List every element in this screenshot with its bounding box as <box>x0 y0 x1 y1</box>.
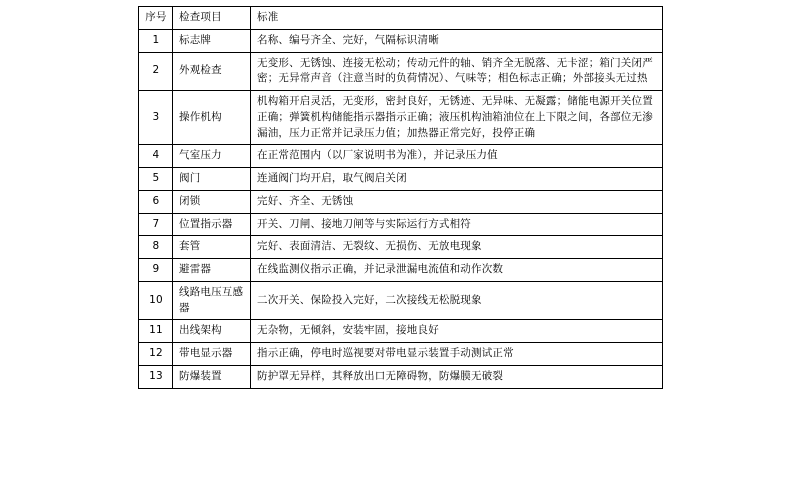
table-row <box>139 259 663 282</box>
row-standard: 无杂物，无倾斜，安装牢固，接地良好 <box>251 320 663 343</box>
row-standard: 完好、表面清洁、无裂纹、无损伤、无放电现象 <box>251 236 663 259</box>
row-standard: 机构箱开启灵活，无变形，密封良好，无锈迹、无异味、无凝露；储能电源开关位置正确；弹簧机构储能指示器指示正确；液压机构油箱油位在上下限之间，各部位无渗漏油，压力正常并记录压力值；加热器正常完好，投停正确 <box>251 91 663 145</box>
row-item: 气室压力 <box>173 145 251 168</box>
row-no: 5 <box>139 168 173 191</box>
row-item: 外观检查 <box>173 52 251 91</box>
row-no: 10 <box>139 281 173 320</box>
row-standard: 开关、刀闸、接地刀闸等与实际运行方式相符 <box>251 213 663 236</box>
row-standard: 指示正确，停电时巡视要对带电显示装置手动测试正常 <box>251 343 663 366</box>
row-item: 操作机构 <box>173 91 251 145</box>
row-item: 位置指示器 <box>173 213 251 236</box>
table-row <box>139 281 663 320</box>
row-item: 线路电压互感器 <box>173 281 251 320</box>
table-row <box>139 343 663 366</box>
row-standard: 完好、齐全、无锈蚀 <box>251 190 663 213</box>
table-row <box>139 236 663 259</box>
table-header-row <box>139 7 663 30</box>
row-no: 7 <box>139 213 173 236</box>
row-standard: 在线监测仪指示正确，并记录泄漏电流值和动作次数 <box>251 259 663 282</box>
table-row <box>139 91 663 145</box>
row-standard: 在正常范围内（以厂家说明书为准），并记录压力值 <box>251 145 663 168</box>
row-item: 出线架构 <box>173 320 251 343</box>
table-row <box>139 145 663 168</box>
table-row <box>139 190 663 213</box>
table-row <box>139 213 663 236</box>
table-row <box>139 168 663 191</box>
column-header-no: 序号 <box>139 7 173 30</box>
row-no: 13 <box>139 365 173 388</box>
row-no: 9 <box>139 259 173 282</box>
row-item: 标志牌 <box>173 29 251 52</box>
row-no: 6 <box>139 190 173 213</box>
row-no: 8 <box>139 236 173 259</box>
row-no: 4 <box>139 145 173 168</box>
row-no: 3 <box>139 91 173 145</box>
row-no: 11 <box>139 320 173 343</box>
row-item: 避雷器 <box>173 259 251 282</box>
column-header-item: 检查项目 <box>173 7 251 30</box>
row-item: 闭锁 <box>173 190 251 213</box>
table-row <box>139 365 663 388</box>
row-standard: 无变形、无锈蚀、连接无松动；传动元件的轴、销齐全无脱落、无卡涩；箱门关闭严密；无异常声音（注意当时的负荷情况）、气味等；相色标志正确；外部接头无过热 <box>251 52 663 91</box>
row-no: 12 <box>139 343 173 366</box>
row-standard: 防护罩无异样，其释放出口无障碍物，防爆膜无破裂 <box>251 365 663 388</box>
row-item: 阀门 <box>173 168 251 191</box>
table-row <box>139 52 663 91</box>
row-item: 防爆装置 <box>173 365 251 388</box>
row-no: 2 <box>139 52 173 91</box>
row-item: 带电显示器 <box>173 343 251 366</box>
table-row <box>139 320 663 343</box>
row-no: 1 <box>139 29 173 52</box>
inspection-checklist-table <box>138 6 663 389</box>
column-header-standard: 标准 <box>251 7 663 30</box>
row-item: 套管 <box>173 236 251 259</box>
table-row <box>139 29 663 52</box>
row-standard: 二次开关、保险投入完好，二次接线无松脱现象 <box>251 281 663 320</box>
row-standard: 名称、编号齐全、完好，气隔标识清晰 <box>251 29 663 52</box>
row-standard: 连通阀门均开启，取气阀启关闭 <box>251 168 663 191</box>
